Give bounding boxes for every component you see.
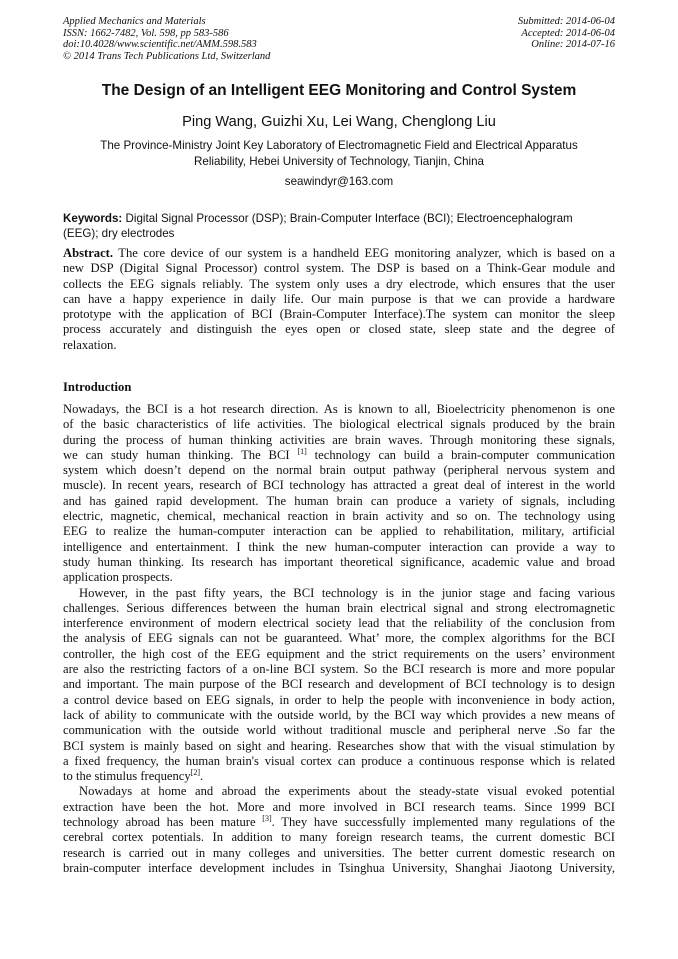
journal-header-left <box>63 16 270 63</box>
paragraph-line <box>63 570 615 585</box>
line-text: communication with the outside world without traditional muscle and peripheral nerve .So far the <box>63 723 615 738</box>
line-text: and important. The main purpose of the BCI research and development of BCI technology is to design <box>63 677 615 692</box>
paragraph-line <box>63 631 615 646</box>
abstract-text: prototype with the application of BCI (Brain-Computer Interface).The system can monitor the sleep <box>63 307 615 322</box>
line-text: lack of ability to communicate with the outside world, by the BCI way which provides a new means of <box>63 707 615 722</box>
line-text: . They have successfully implemented many regulations of the <box>271 815 615 830</box>
line-text: BCI system is mainly based on sight and hearing. Researches show that with the visual stimulation by <box>63 738 615 753</box>
line-text: and has gained rapid development. The human brain can produce a variety of signals, including <box>63 493 615 508</box>
line-text: technology abroad has been mature <box>63 815 263 830</box>
paragraph-line <box>63 478 615 493</box>
line-text: extraction have been the hot. More and more involved in BCI research teams. Since 1999 BCI <box>63 799 615 814</box>
line-text: muscle). In recent years, research of BCI technology has attracted a great deal of interest in the world <box>63 478 615 493</box>
line-text: Nowadays, the BCI is a hot research direction. As is known to all, Bioelectricity phenomenon is one <box>63 402 615 416</box>
abstract-text: relaxation. <box>63 337 117 352</box>
line-text: EEG to realize the human-computer interaction can be applied to rehabilitation, military, artificial <box>63 524 615 539</box>
paragraph-line <box>63 739 615 754</box>
citation-reference: [1] <box>297 446 307 456</box>
line-text: cerebral cortex potentials. In addition to many foreign research teams, the current domestic BCI <box>63 830 615 845</box>
paragraph-line <box>63 708 615 723</box>
paper-authors: Ping Wang, Guizhi Xu, Lei Wang, Chenglong Liu <box>182 114 496 130</box>
submitted-date: Submitted: 2014-06-04 <box>517 16 615 27</box>
line-text: controller, the high cost of the EEG equipment and the strict requirements on the users’ environment <box>63 646 615 661</box>
line-text: system which doesn’t depend on the normal brain output pathway (peripheral nervous system and <box>63 463 615 478</box>
line-text: intelligence and entertainment. I think the new human-computer interaction can provide a way to <box>63 539 615 554</box>
abstract-text: The core device of our system is a handheld EEG monitoring analyzer, which is based on a <box>113 246 615 260</box>
line-text: of the basic characteristics of life activities. The biological electrical signals produced by the brain <box>63 417 615 432</box>
abstract-text: process accurately and distinguish the eyes open or closed state, sleep state and the degree of <box>63 322 615 337</box>
paragraph-line <box>63 448 615 463</box>
line-text: electric, magnetic, chemical, mechanical reaction in brain activity and so on. The technology using <box>63 509 615 524</box>
line-text: application prospects. <box>63 570 173 585</box>
abstract-text: collects the EEG signals reliably. The system only uses a dry electrode, which ensures that the user <box>63 276 615 291</box>
affiliation-line: The Province-Ministry Joint Key Laboratory of Electromagnetic Field and Electrical Apparatus <box>100 139 578 152</box>
line-text: during the process of human thinking activities are brain waves. Through monitoring these signals, <box>63 432 615 447</box>
paragraph-line <box>63 555 615 570</box>
line-text: brain-computer interface development includes in Tsinghua University, Shanghai Jiaotong University, <box>63 860 615 875</box>
journal-name: Applied Mechanics and Materials <box>63 16 206 27</box>
line-text: . <box>200 769 204 784</box>
introduction-body <box>63 402 615 876</box>
paragraph-line <box>63 601 615 616</box>
journal-doi: doi:10.4028/www.scientific.net/AMM.598.583 <box>63 39 257 51</box>
paragraph-line <box>63 616 615 631</box>
paragraph-line <box>63 509 615 524</box>
paragraph-line <box>63 769 615 784</box>
paragraph-line <box>63 754 615 769</box>
paragraph-line <box>63 433 615 448</box>
accepted-date: Accepted: 2014-06-04 <box>521 27 615 39</box>
paragraph-line <box>63 402 615 417</box>
line-text: we can study human thinking. The BCI <box>63 447 298 462</box>
line-text: to the stimulus frequency <box>63 769 191 784</box>
journal-issn: ISSN: 1662-7482, Vol. 598, pp 583-586 <box>63 27 229 39</box>
abstract-text: new DSP (Digital Signal Processor) control system. The DSP is based on a Think-Gear module and <box>63 261 615 276</box>
line-text: a fixed frequency, the human brain's visual cortex can produce a continuous response which is related <box>63 753 615 768</box>
paragraph-line <box>63 463 615 478</box>
author-email: seawindyr@163.com <box>284 175 394 188</box>
line-text: research is carried out in many colleges and universities. The better current domestic research on <box>63 845 615 860</box>
paragraph-line <box>63 417 615 432</box>
line-text: challenges. Serious differences between the human brain electrical signal and strong electromagnetic <box>63 600 615 615</box>
paragraph-line <box>63 494 615 509</box>
paragraph-line <box>63 830 615 845</box>
journal-copyright: © 2014 Trans Tech Publications Ltd, Switzerland <box>63 51 271 63</box>
abstract-block <box>63 246 615 353</box>
line-text: are also the restricting factors of a on-line BCI system. So the BCI research is more and more popular <box>63 662 615 677</box>
line-text: Nowadays at home and abroad the experiments about the steady-state visual evoked potential <box>79 784 615 799</box>
keywords-label: Keywords: <box>63 212 123 225</box>
keywords-text: Digital Signal Processor (DSP); Brain-Computer Interface (BCI); Electroencephalogram <box>122 212 573 225</box>
online-date: Online: 2014-07-16 <box>531 39 615 51</box>
paragraph-line <box>63 800 615 815</box>
line-text: interference environment of modern electrical society lead that the reliability of the conclusion from <box>63 616 615 631</box>
section-heading-introduction: Introduction <box>63 380 132 394</box>
paragraph-line <box>63 647 615 662</box>
line-text: a control device based on EEG signals, in order to help the people with inconvenience in body action, <box>63 692 615 707</box>
paragraph-line <box>63 846 615 861</box>
keywords-text: (EEG); dry electrodes <box>63 227 175 241</box>
paragraph-line <box>63 723 615 738</box>
line-text: the analysis of EEG signals can not be guaranteed. What’ more, the complex algorithms for the BCI <box>63 631 615 646</box>
paragraph-line <box>63 693 615 708</box>
keywords-block <box>63 211 615 241</box>
affiliation-line: Reliability, Hebei University of Technology, Tianjin, China <box>194 154 484 168</box>
line-text: technology can build a brain-computer communication <box>306 447 615 462</box>
abstract-text: can have a happy experience in daily life. Our main purpose is that we can provide a hardware <box>63 291 615 306</box>
paragraph-line <box>63 677 615 692</box>
citation-reference: [2] <box>190 767 200 777</box>
paragraph-line <box>63 815 615 830</box>
paragraph-line <box>63 524 615 539</box>
paragraph-line <box>63 784 615 799</box>
paper-title: The Design of an Intelligent EEG Monitoring and Control System <box>101 82 577 99</box>
citation-reference: [3] <box>262 813 272 823</box>
paragraph-line <box>63 540 615 555</box>
paragraph-line <box>63 662 615 677</box>
author-affiliation <box>70 138 608 169</box>
line-text: However, in the past fifty years, the BCI technology is in the junior stage and facing various <box>79 585 615 600</box>
abstract-label: Abstract. <box>63 246 114 260</box>
journal-header-right <box>518 16 615 51</box>
line-text: study human thinking. Its research has important theoretical significance, academic value and broad <box>63 554 615 569</box>
paragraph-line <box>63 861 615 876</box>
paragraph-line <box>63 586 615 601</box>
